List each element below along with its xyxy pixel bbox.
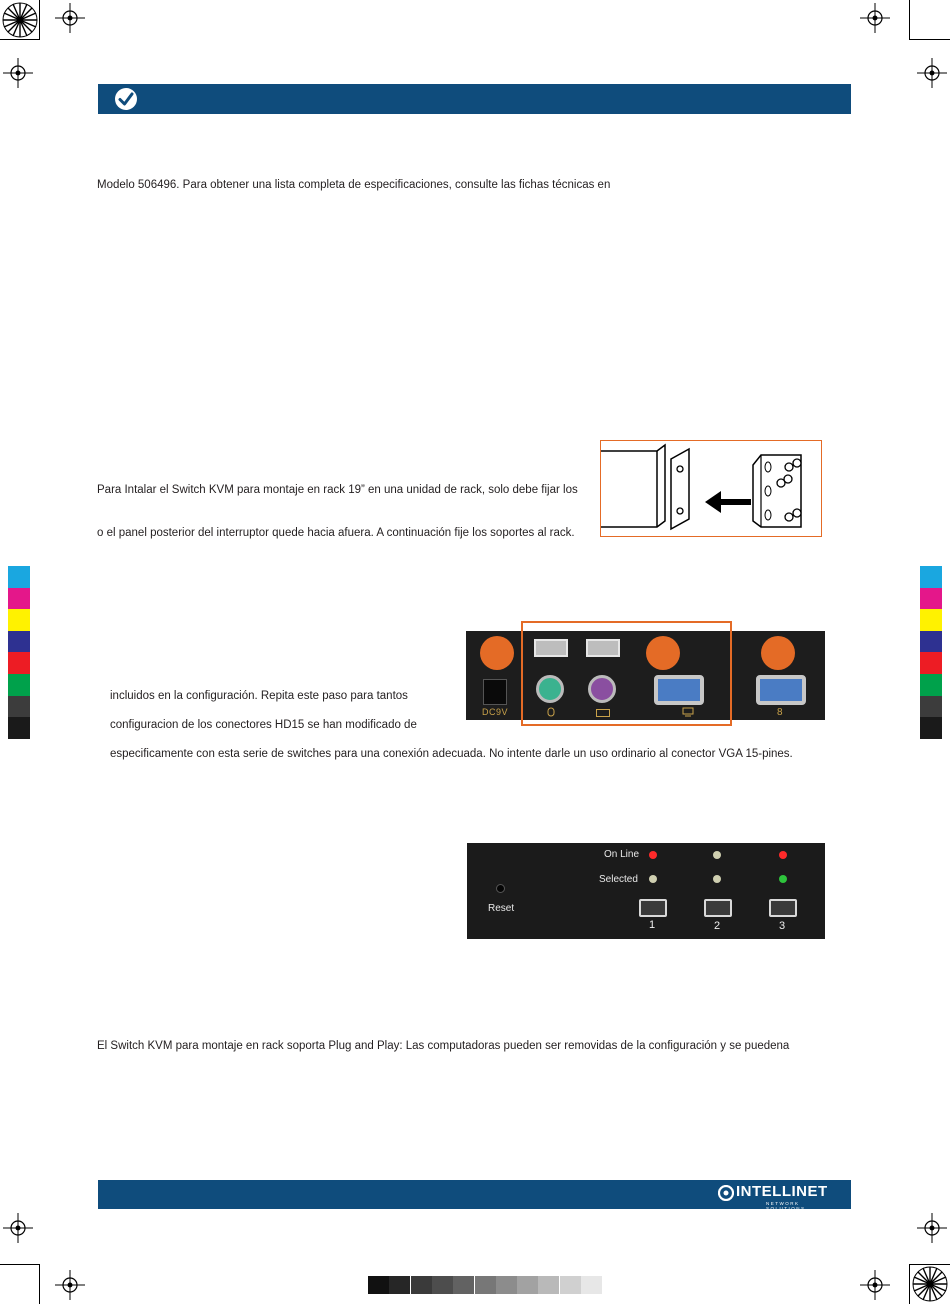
color-swatch: [920, 696, 942, 718]
led-online-2: [713, 851, 721, 859]
brand-name: INTELLINET: [736, 1183, 828, 1200]
reset-hole: [496, 884, 505, 893]
led-selected-3: [779, 875, 787, 883]
color-swatch: [8, 588, 30, 610]
gray-swatch: [581, 1276, 602, 1294]
plug-and-play-text: El Switch KVM para montaje en rack soporta Plug and Play: Las computadoras pueden ser removidas de la configuración y se puedena: [97, 1040, 790, 1052]
dc-jack: [483, 679, 507, 705]
starburst-mark-icon: [912, 1266, 948, 1302]
model-text: Modelo 506496. Para obtener una lista completa de especificaciones, consulte las fichas técnicas en: [97, 179, 611, 191]
trim-line: [909, 1264, 950, 1265]
color-swatch: [920, 674, 942, 696]
button-number-2: 2: [714, 920, 721, 932]
gray-swatch: [411, 1276, 432, 1294]
registration-mark-icon: [3, 1213, 33, 1243]
button-number-1: 1: [649, 919, 656, 931]
header-bar: [98, 84, 851, 114]
color-swatch: [920, 566, 942, 588]
gray-swatch: [453, 1276, 474, 1294]
install-text-line-1: Para Intalar el Switch KVM para montaje en rack 19” en una unidad de rack, solo debe fijar los: [97, 484, 578, 496]
port-button-2: [704, 899, 732, 917]
color-swatch: [8, 717, 30, 739]
check-circle-icon: [114, 87, 138, 111]
gray-swatch: [496, 1276, 517, 1294]
color-swatch: [920, 652, 942, 674]
gray-swatch: [560, 1276, 581, 1294]
install-text-line-2: o el panel posterior del interruptor quede hacia afuera. A continuación fije los soportes al rack.: [97, 527, 575, 539]
registration-mark-icon: [917, 58, 947, 88]
led-online-3: [779, 851, 787, 859]
online-label: On Line: [604, 849, 640, 860]
trim-line: [39, 1264, 40, 1304]
gray-swatch: [368, 1276, 389, 1294]
logo-mark-icon: [718, 1185, 734, 1201]
gray-swatch: [517, 1276, 538, 1294]
vga-port: [756, 675, 806, 705]
led-selected-2: [713, 875, 721, 883]
color-swatch: [8, 631, 30, 653]
registration-mark-icon: [3, 58, 33, 88]
gray-swatch: [389, 1276, 410, 1294]
footer-bar: [98, 1180, 851, 1209]
starburst-mark-icon: [2, 2, 38, 38]
color-swatch: [8, 566, 30, 588]
registration-mark-icon: [917, 1213, 947, 1243]
led-online-1: [649, 851, 657, 859]
color-swatch: [8, 609, 30, 631]
registration-mark-icon: [55, 1270, 85, 1300]
color-swatch: [8, 696, 30, 718]
led-selected-1: [649, 875, 657, 883]
color-swatch: [920, 609, 942, 631]
trim-line: [909, 1264, 910, 1304]
port-button-3: [769, 899, 797, 917]
port-button-1: [639, 899, 667, 917]
button-number-3: 3: [779, 920, 786, 932]
trim-line: [0, 1264, 40, 1265]
callout-circle: [480, 636, 514, 670]
color-swatch: [920, 631, 942, 653]
gray-swatch: [432, 1276, 453, 1294]
trim-line: [909, 39, 950, 40]
trim-line: [909, 0, 910, 40]
color-swatch: [920, 717, 942, 739]
callout-circle: [761, 636, 795, 670]
selected-label: Selected: [599, 874, 638, 885]
front-panel-photo: [467, 843, 825, 939]
gray-swatch: [475, 1276, 496, 1294]
rack-mount-illustration: [600, 440, 822, 537]
trim-line: [0, 39, 40, 40]
connect-text-line-3: especificamente con esta serie de switches para una conexión adecuada. No intente darle un uso ordinario al conector VGA 15-pines.: [110, 748, 793, 760]
port-number: 8: [777, 707, 783, 718]
color-swatch: [8, 674, 30, 696]
gray-swatch: [538, 1276, 559, 1294]
dc-label: DC9V: [482, 707, 509, 717]
registration-mark-icon: [55, 3, 85, 33]
trim-line: [39, 0, 40, 40]
brand-tagline: NETWORK SOLUTIONS: [766, 1201, 806, 1211]
connect-text-line-2: configuracion de los conectores HD15 se han modificado de: [110, 719, 417, 731]
registration-mark-icon: [860, 1270, 890, 1300]
color-swatch: [8, 652, 30, 674]
reset-label: Reset: [488, 903, 515, 914]
connect-text-line-1: incluidos en la configuración. Repita este paso para tantos: [110, 690, 408, 702]
highlight-box: [521, 621, 732, 726]
color-swatch: [920, 588, 942, 610]
registration-mark-icon: [860, 3, 890, 33]
